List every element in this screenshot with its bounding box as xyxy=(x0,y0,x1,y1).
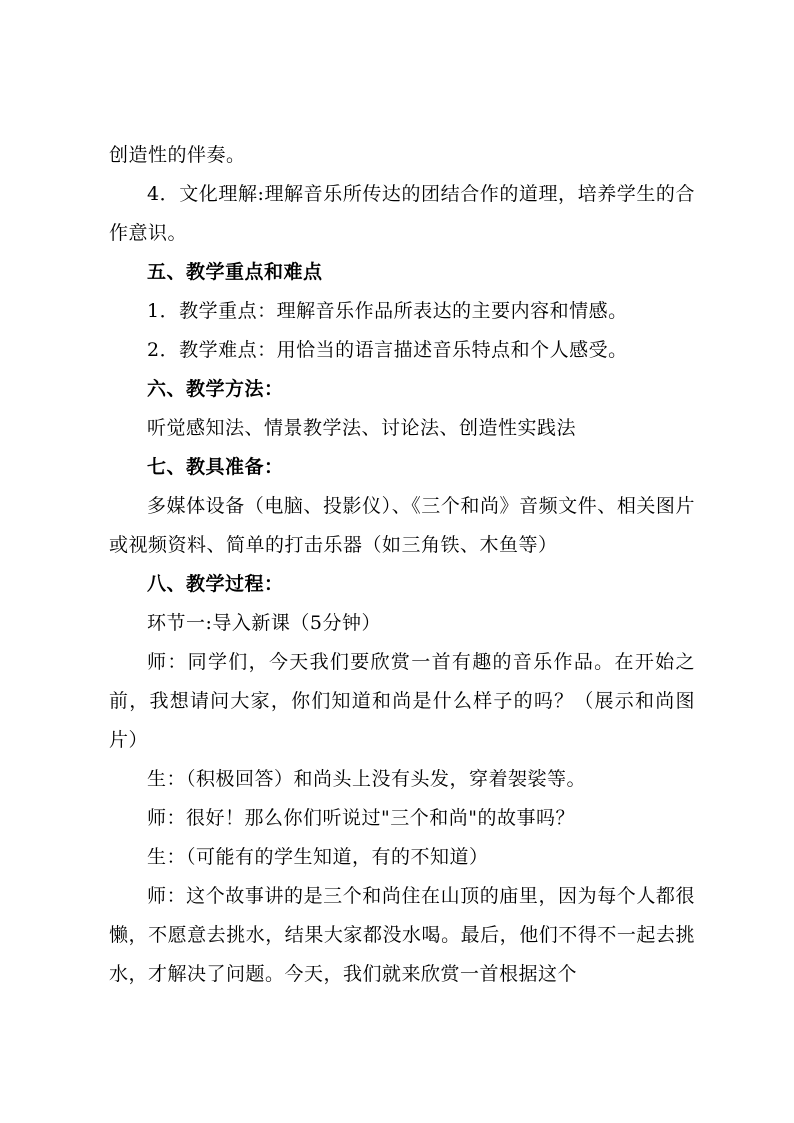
paragraph-step-1: 环节一:导入新课（5分钟） xyxy=(147,612,381,634)
paragraph-1: 创造性的伴奏。 xyxy=(109,144,246,166)
paragraph-teacher-2: 师：很好！那么你们听说过"三个和尚"的故事吗？ xyxy=(147,807,575,829)
paragraph-materials: 多媒体设备（电脑、投影仪）、《三个和尚》音频文件、相关图片或视频资料、简单的打击乐器（如三角铁、木鱼等） xyxy=(109,495,695,556)
paragraph-student-2: 生：（可能有的学生知道，有的不知道） xyxy=(147,846,489,868)
paragraph-teacher-1: 师：同学们，今天我们要欣赏一首有趣的音乐作品。在开始之前，我想请问大家，你们知道和尚是什么样子的吗？（展示和尚图片） xyxy=(109,651,695,751)
section-heading-7: 七、教具准备： xyxy=(147,456,284,478)
paragraph-teacher-3: 师：这个故事讲的是三个和尚住在山顶的庙里，因为每个人都很懒，不愿意去挑水，结果大家都没水喝。最后，他们不得不一起去挑水，才解决了问题。今天，我们就来欣赏一首根据这个 xyxy=(109,885,695,985)
paragraph-2: 4．文化理解:理解音乐所传达的团结合作的道理，培养学生的合作意识。 xyxy=(109,183,695,244)
paragraph-methods: 听觉感知法、情景教学法、讨论法、创造性实践法 xyxy=(147,417,577,439)
section-heading-8: 八、教学过程： xyxy=(147,573,284,595)
document-page xyxy=(109,136,695,994)
paragraph-difficulty: 2．教学难点：用恰当的语言描述音乐特点和个人感受。 xyxy=(147,339,628,361)
paragraph-key-point: 1．教学重点：理解音乐作品所表达的主要内容和情感。 xyxy=(147,300,628,322)
section-heading-5: 五、教学重点和难点 xyxy=(147,261,323,283)
section-heading-6: 六、教学方法： xyxy=(147,378,284,400)
paragraph-student-1: 生：（积极回答）和尚头上没有头发，穿着袈裟等。 xyxy=(147,768,587,790)
